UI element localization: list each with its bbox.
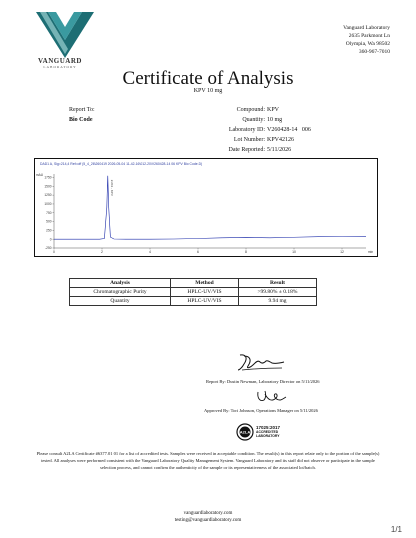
detail-value: 5/11/2026 bbox=[267, 147, 292, 153]
vanguard-logo bbox=[30, 8, 100, 60]
reported-by-line: Report By: Dustin Newman, Laboratory Director on 5/11/2026 bbox=[206, 379, 320, 384]
y-tick-label: 1250 bbox=[44, 193, 52, 198]
chromatogram-trace bbox=[54, 176, 366, 239]
report-to-label: Report To: bbox=[69, 107, 95, 113]
y-tick-label: 1750 bbox=[44, 175, 52, 180]
accreditation-standard: 17025:2017 bbox=[256, 425, 281, 430]
table-cell: 9.94 mg bbox=[238, 297, 316, 306]
x-tick-label: 8 bbox=[245, 250, 247, 254]
document-title: Certificate of Analysis bbox=[122, 68, 294, 89]
table-row bbox=[70, 297, 317, 306]
logo-wordmark: VANGUARD bbox=[38, 57, 82, 65]
approved-by-line: Approved By: Tori Johnson, Operations Manager on 5/11/2026 bbox=[204, 408, 318, 413]
table-row bbox=[70, 288, 317, 297]
accreditation-badge bbox=[236, 423, 280, 441]
chromatogram-header: DAD1 A, Sig=214,4 Ref=off (5_4_26\260419 2026-05-04 11-42-16\012-20\V260428-14 06 KPV Bio Code.D) bbox=[40, 162, 203, 166]
x-axis-unit: min bbox=[368, 250, 374, 254]
svg-text:A2LA: A2LA bbox=[239, 429, 251, 435]
page-number: 1/1 bbox=[390, 525, 402, 534]
logo-subtext: LABORATORY bbox=[43, 65, 77, 69]
chromatogram-plot bbox=[34, 158, 376, 255]
x-tick-label: 12 bbox=[340, 250, 344, 254]
peak-label: 2.241 - KPV bbox=[109, 179, 114, 196]
footer bbox=[0, 510, 416, 524]
results-table bbox=[69, 278, 317, 306]
accreditation-line: ACCREDITED bbox=[256, 430, 279, 434]
document-subtitle: KPV 10 mg bbox=[193, 88, 223, 94]
footer-email: testing@vanguardlaboratory.com bbox=[174, 518, 242, 523]
detail-label: Compound: bbox=[236, 107, 265, 113]
detail-value: 10 mg bbox=[267, 117, 283, 123]
table-cell: Chromatographic Purity bbox=[70, 288, 171, 297]
x-tick-label: 0 bbox=[53, 250, 55, 254]
address-line: 2635 Parkmont Ln bbox=[348, 33, 390, 39]
table-cell: HPLC-UV/VIS bbox=[171, 297, 239, 306]
address-line: Vanguard Laboratory bbox=[343, 25, 390, 31]
disclaimer-notice: Please consult A2LA Certificate #6377.01 01 for a list of accredited tests. Samples were received in acceptable condition. The result(s) in this report relate only to the portion of the sample(s) tested. All analyses were performed consistent with the Vanguard Laboratory Quality Management System. Vanguard Laboratory and its staff did not observe or participate in the sample selection process, and cannot confirm the authenticity of the sample or its representativeness of the associated lot/batch. bbox=[36, 451, 380, 470]
detail-label: Laboratory ID: bbox=[228, 127, 265, 133]
lab-address bbox=[343, 24, 390, 56]
detail-value: V260428-14 006 bbox=[267, 127, 311, 133]
director-signature bbox=[236, 352, 286, 374]
address-line: Olympia, Wa 98502 bbox=[345, 41, 390, 47]
x-tick-label: 2 bbox=[101, 250, 103, 254]
a2la-seal-icon bbox=[236, 423, 254, 441]
table-header-row bbox=[70, 279, 317, 288]
detail-values bbox=[267, 105, 311, 155]
detail-label: Lot Number: bbox=[233, 137, 265, 143]
table-cell: HPLC-UV/VIS bbox=[171, 288, 239, 297]
detail-value: KPV bbox=[267, 107, 280, 113]
x-tick-label: 4 bbox=[149, 250, 151, 254]
y-tick-label: 500 bbox=[46, 219, 52, 224]
detail-label: Date Reported: bbox=[228, 147, 265, 153]
y-tick-label: 0 bbox=[49, 237, 52, 242]
column-header: Method bbox=[171, 279, 239, 288]
column-header: Analysis bbox=[70, 279, 171, 288]
accreditation-line: LABORATORY bbox=[256, 434, 280, 438]
y-tick-label: 250 bbox=[46, 228, 52, 233]
x-tick-label: 10 bbox=[292, 250, 296, 254]
y-tick-label: 1500 bbox=[44, 184, 52, 189]
detail-value: KPV42126 bbox=[267, 137, 295, 143]
y-tick-label: 750 bbox=[46, 210, 52, 215]
y-tick-label: 1000 bbox=[44, 202, 52, 207]
report-to-value: Bio Code bbox=[69, 117, 93, 123]
x-tick-label: 6 bbox=[197, 250, 199, 254]
footer-website: vanguardlaboratory.com bbox=[183, 511, 233, 516]
table-cell: Quantity bbox=[70, 297, 171, 306]
detail-label: Quantity: bbox=[242, 117, 265, 123]
table-cell: >99.80% ± 0.18% bbox=[238, 288, 316, 297]
column-header: Result bbox=[238, 279, 316, 288]
report-to bbox=[69, 105, 95, 125]
address-line: 360-967-7010 bbox=[358, 49, 390, 55]
detail-labels bbox=[229, 105, 266, 155]
manager-signature bbox=[254, 388, 288, 406]
y-axis-unit: mAU bbox=[36, 173, 44, 177]
y-tick-label: -250 bbox=[45, 246, 52, 251]
